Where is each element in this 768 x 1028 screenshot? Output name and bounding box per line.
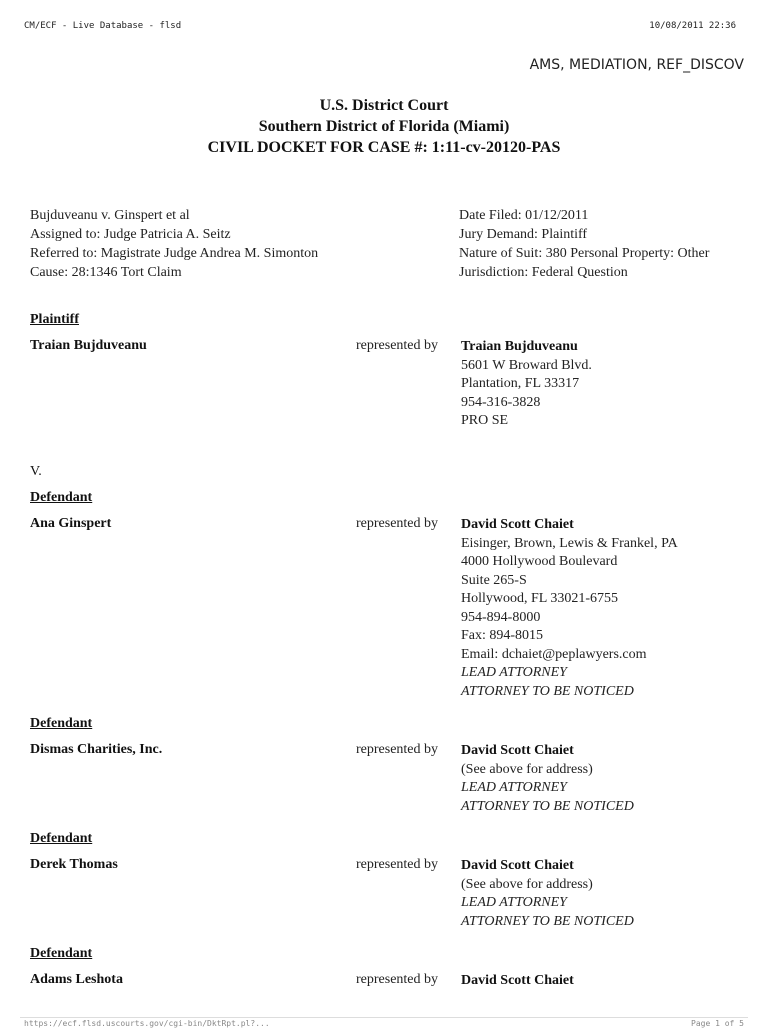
attorney-name: David Scott Chaiet — [461, 743, 574, 758]
jury-demand: Jury Demand: Plaintiff — [459, 227, 588, 242]
attorney-line: 954-316-3828 — [461, 394, 541, 410]
attorney-line: 4000 Hollywood Boulevard — [461, 554, 618, 569]
attorney-line: Plantation, FL 33317 — [461, 376, 580, 391]
print-header-left: CM/ECF - Live Database - flsd — [24, 21, 182, 31]
jurisdiction: Jurisdiction: Federal Question — [459, 265, 628, 280]
attorney-line: 5601 W Broward Blvd. — [461, 357, 592, 373]
notice-tag: ATTORNEY TO BE NOTICED — [461, 913, 634, 929]
party-role: Defendant — [30, 831, 93, 846]
attorney-block — [461, 338, 592, 431]
case-number-heading: CIVIL DOCKET FOR CASE #: 1:11-cv-20120-PAS — [207, 139, 561, 156]
referred-judge: Referred to: Magistrate Judge Andrea M. Simonton — [30, 246, 319, 261]
attorney-line: Suite 265-S — [461, 572, 527, 588]
party-role: Plaintiff — [30, 312, 79, 327]
party-name: Traian Bujduveanu — [30, 338, 147, 353]
attorney-name: David Scott Chaiet — [461, 517, 574, 532]
court-name: U.S. District Court — [319, 97, 449, 114]
attorney-block — [461, 516, 678, 701]
lead-attorney-tag: LEAD ATTORNEY — [461, 895, 567, 910]
attorney-block — [461, 972, 574, 991]
represented-by-label: represented by — [356, 742, 439, 757]
print-header-right: 10/08/2011 22:36 — [649, 21, 736, 31]
attorney-line: Hollywood, FL 33021-6755 — [461, 591, 618, 606]
party-name: Derek Thomas — [30, 857, 118, 872]
case-info-right — [459, 206, 749, 282]
notice-tag: ATTORNEY TO BE NOTICED — [461, 798, 634, 814]
party-role: Defendant — [30, 946, 93, 961]
represented-by-label: represented by — [356, 857, 439, 872]
assigned-judge: Assigned to: Judge Patricia A. Seitz — [30, 227, 231, 242]
notice-tag: ATTORNEY TO BE NOTICED — [461, 683, 634, 699]
represented-by-label: represented by — [356, 972, 439, 987]
lead-attorney-tag: LEAD ATTORNEY — [461, 780, 567, 795]
district-name: Southern District of Florida (Miami) — [258, 118, 510, 135]
nature-of-suit: Nature of Suit: 380 Personal Property: Other — [459, 246, 710, 261]
lead-attorney-tag: LEAD ATTORNEY — [461, 665, 567, 680]
attorney-name: Traian Bujduveanu — [461, 339, 578, 354]
date-filed: Date Filed: 01/12/2011 — [459, 208, 589, 223]
attorney-name: David Scott Chaiet — [461, 973, 574, 988]
cause: Cause: 28:1346 Tort Claim — [30, 265, 182, 280]
attorney-line: (See above for address) — [461, 761, 593, 777]
party-name: Adams Leshota — [30, 972, 123, 987]
versus-label: V. — [30, 464, 42, 479]
attorney-email[interactable]: Email: dchaiet@peplawyers.com — [461, 646, 647, 662]
attorney-block — [461, 742, 634, 816]
case-info-left — [30, 206, 430, 282]
attorney-name: David Scott Chaiet — [461, 858, 574, 873]
party-role: Defendant — [30, 490, 93, 505]
party-role: Defendant — [30, 716, 93, 731]
attorney-line: Fax: 894-8015 — [461, 628, 544, 643]
case-caption: Bujduveanu v. Ginspert et al — [30, 208, 190, 223]
docket-title — [0, 95, 768, 158]
party-name: Dismas Charities, Inc. — [30, 742, 163, 757]
attorney-block — [461, 857, 634, 931]
attorney-line: PRO SE — [461, 413, 509, 428]
footer-page-number: Page 1 of 5 — [691, 1019, 744, 1028]
footer-divider — [20, 1017, 748, 1018]
case-flags: AMS, MEDIATION, REF_DISCOV — [529, 57, 744, 73]
party-name: Ana Ginspert — [30, 516, 112, 531]
represented-by-label: represented by — [356, 338, 439, 353]
represented-by-label: represented by — [356, 516, 439, 531]
attorney-line: (See above for address) — [461, 876, 593, 892]
footer-url: https://ecf.flsd.uscourts.gov/cgi-bin/DktRpt.pl?... — [24, 1019, 270, 1028]
attorney-line: 954-894-8000 — [461, 609, 541, 625]
attorney-line: Eisinger, Brown, Lewis & Frankel, PA — [461, 535, 678, 551]
